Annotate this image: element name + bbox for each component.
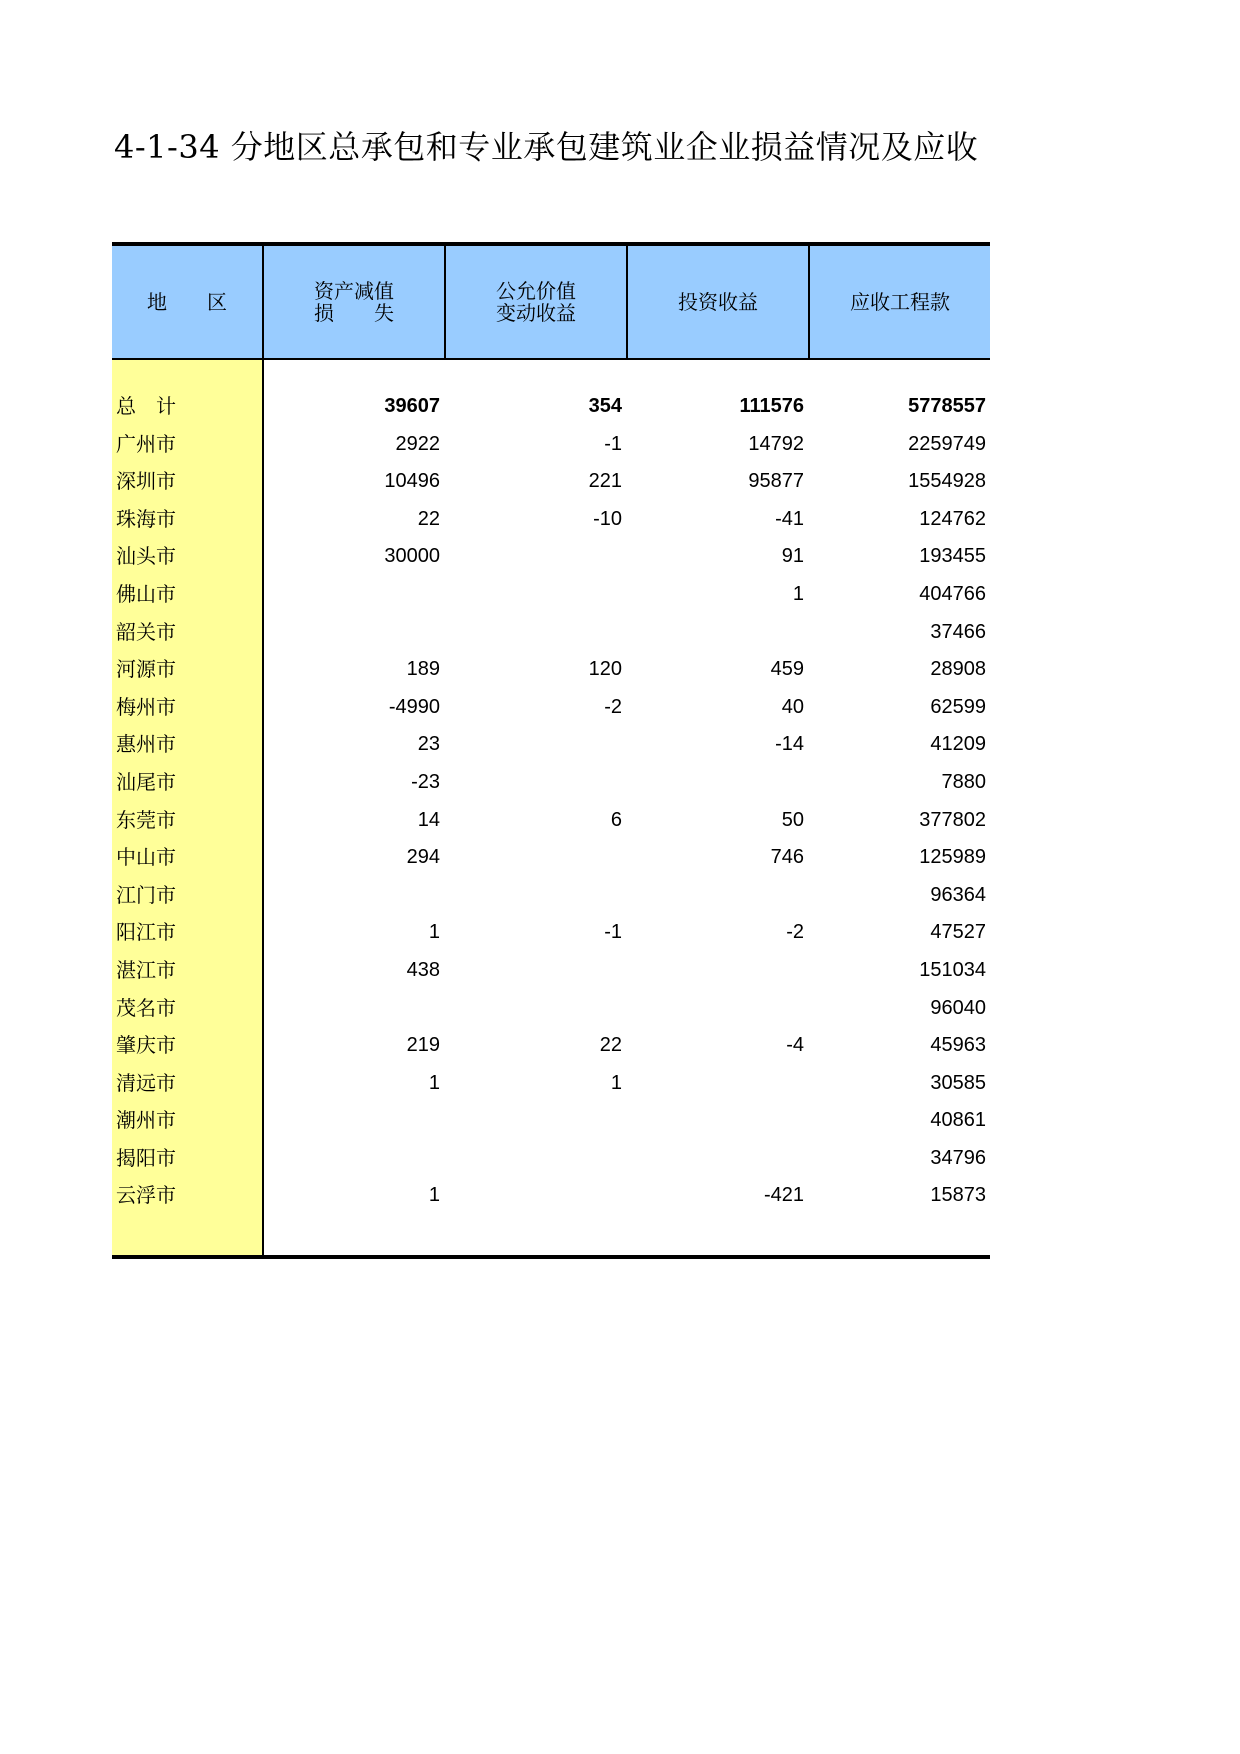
cell-region: 总 计: [116, 394, 176, 418]
cell-asset-impairment: [270, 877, 440, 915]
cell-receivables: 28908: [930, 658, 986, 681]
cell-asset-impairment: -23: [411, 770, 440, 793]
cell-fair-value: [452, 990, 622, 1028]
cell-investment-income: -41: [775, 507, 804, 530]
cell-fair-value: [452, 1177, 622, 1215]
header-asset-impairment-line1: 资产减值: [314, 279, 394, 303]
cell-investment-income: 459: [770, 658, 804, 681]
table-row: [112, 990, 990, 1028]
cell-region: 惠州市: [116, 732, 176, 757]
cell-region: 梅州市: [116, 694, 176, 719]
cell-investment-income: 40: [781, 695, 804, 718]
table-row: [112, 764, 990, 802]
cell-fair-value: 6: [610, 808, 622, 831]
cell-fair-value: -1: [604, 921, 622, 944]
cell-asset-impairment: 1: [428, 1184, 440, 1207]
table-row: [112, 802, 990, 840]
cell-receivables: 62599: [930, 695, 986, 718]
cell-region: 河源市: [116, 657, 176, 682]
table-row: [112, 576, 990, 614]
cell-fair-value: [452, 1102, 622, 1140]
cell-region: 深圳市: [116, 469, 176, 494]
cell-investment-income: 95877: [748, 470, 804, 493]
cell-asset-impairment: 39607: [384, 395, 440, 417]
cell-receivables: 96040: [930, 996, 986, 1019]
cell-region: 珠海市: [116, 506, 176, 531]
cell-investment-income: 50: [781, 808, 804, 831]
cell-asset-impairment: 23: [417, 733, 440, 756]
header-region: [112, 246, 262, 358]
cell-region: 阳江市: [116, 920, 176, 945]
cell-region: 茂名市: [116, 995, 176, 1020]
cell-investment-income: 1: [792, 582, 804, 605]
cell-receivables: 15873: [930, 1184, 986, 1207]
cell-fair-value: [452, 726, 622, 764]
cell-region: 汕尾市: [116, 769, 176, 794]
table-row: [112, 1102, 990, 1140]
cell-asset-impairment: 30000: [384, 545, 440, 568]
header-asset-impairment: [264, 246, 444, 358]
cell-region: 揭阳市: [116, 1145, 176, 1170]
cell-fair-value: [452, 764, 622, 802]
cell-asset-impairment: 10496: [384, 470, 440, 493]
cell-investment-income: [634, 1065, 804, 1103]
cell-asset-impairment: [270, 1102, 440, 1140]
cell-asset-impairment: [270, 990, 440, 1028]
cell-asset-impairment: 1: [428, 1071, 440, 1094]
page-title: 4-1-34 分地区总承包和专业承包建筑业企业损益情况及应收: [114, 128, 979, 166]
cell-asset-impairment: 14: [417, 808, 440, 831]
table-row: [112, 726, 990, 764]
cell-asset-impairment: 189: [406, 658, 440, 681]
header-region-label: 地 区: [147, 290, 227, 314]
cell-fair-value: [452, 538, 622, 576]
cell-investment-income: 14792: [748, 432, 804, 455]
header-fair-value: [446, 246, 626, 358]
cell-investment-income: [634, 877, 804, 915]
cell-investment-income: [634, 614, 804, 652]
cell-fair-value: [452, 839, 622, 877]
cell-fair-value: 1: [610, 1071, 622, 1094]
cell-region: 云浮市: [116, 1183, 176, 1208]
cell-region: 汕头市: [116, 544, 176, 569]
cell-fair-value: -2: [604, 695, 622, 718]
cell-receivables: 124762: [919, 507, 986, 530]
cell-investment-income: 746: [770, 846, 804, 869]
table-row: [112, 1065, 990, 1103]
cell-investment-income: [634, 952, 804, 990]
cell-asset-impairment: 2922: [395, 432, 440, 455]
cell-investment-income: [634, 764, 804, 802]
table-row: [112, 538, 990, 576]
cell-fair-value: 354: [588, 395, 622, 417]
cell-investment-income: [634, 990, 804, 1028]
cell-investment-income: -2: [786, 921, 804, 944]
table-row-total: [112, 388, 990, 426]
cell-region: 潮州市: [116, 1108, 176, 1133]
cell-fair-value: [452, 952, 622, 990]
table-row: [112, 614, 990, 652]
cell-receivables: 47527: [930, 921, 986, 944]
header-fair-value-line1: 公允价值: [496, 279, 576, 303]
cell-receivables: 40861: [930, 1109, 986, 1132]
cell-receivables: 30585: [930, 1071, 986, 1094]
cell-receivables: 7880: [941, 770, 986, 793]
table-row: [112, 689, 990, 727]
header-investment-income: [628, 246, 808, 358]
table-row: [112, 877, 990, 915]
table-row: [112, 952, 990, 990]
table-body: [112, 388, 990, 1215]
cell-fair-value: -1: [604, 432, 622, 455]
cell-asset-impairment: 438: [406, 958, 440, 981]
cell-asset-impairment: 219: [406, 1034, 440, 1057]
cell-investment-income: -4: [786, 1034, 804, 1057]
cell-region: 东莞市: [116, 807, 176, 832]
table-row: [112, 1140, 990, 1178]
cell-investment-income: 91: [781, 545, 804, 568]
cell-asset-impairment: 1: [428, 921, 440, 944]
cell-region: 清远市: [116, 1070, 176, 1095]
cell-fair-value: [452, 576, 622, 614]
table-row: [112, 914, 990, 952]
cell-receivables: 96364: [930, 883, 986, 906]
table-row: [112, 839, 990, 877]
header-investment-income-label: 投资收益: [678, 290, 758, 314]
table-row: [112, 426, 990, 464]
cell-region: 湛江市: [116, 957, 176, 982]
cell-receivables: 377802: [919, 808, 986, 831]
table-row: [112, 463, 990, 501]
header-fair-value-line2: 变动收益: [496, 301, 576, 325]
cell-receivables: 41209: [930, 733, 986, 756]
cell-region: 佛山市: [116, 581, 176, 606]
cell-fair-value: 221: [588, 470, 622, 493]
cell-investment-income: [634, 1140, 804, 1178]
table-row: [112, 1027, 990, 1065]
cell-investment-income: [634, 1102, 804, 1140]
cell-region: 广州市: [116, 431, 176, 456]
cell-receivables: 45963: [930, 1034, 986, 1057]
cell-receivables: 193455: [919, 545, 986, 568]
cell-receivables: 151034: [919, 958, 986, 981]
cell-receivables: 5778557: [908, 395, 986, 417]
cell-receivables: 37466: [930, 620, 986, 643]
cell-fair-value: [452, 1140, 622, 1178]
statistics-table: [112, 242, 990, 1260]
cell-asset-impairment: 22: [417, 507, 440, 530]
cell-fair-value: [452, 614, 622, 652]
cell-receivables: 1554928: [908, 470, 986, 493]
table-row: [112, 1177, 990, 1215]
cell-asset-impairment: [270, 1140, 440, 1178]
cell-investment-income: -14: [775, 733, 804, 756]
cell-asset-impairment: 294: [406, 846, 440, 869]
cell-fair-value: -10: [593, 507, 622, 530]
cell-fair-value: 22: [599, 1034, 622, 1057]
bottom-rule: [112, 1255, 990, 1259]
cell-investment-income: 111576: [739, 395, 804, 417]
cell-fair-value: 120: [588, 658, 622, 681]
cell-region: 韶关市: [116, 619, 176, 644]
cell-region: 江门市: [116, 882, 176, 907]
header-receivables: [810, 246, 990, 358]
cell-fair-value: [452, 877, 622, 915]
cell-receivables: 2259749: [908, 432, 986, 455]
header-asset-impairment-line2: 损 失: [314, 301, 394, 325]
cell-receivables: 34796: [930, 1146, 986, 1169]
header-receivables-label: 应收工程款: [850, 290, 950, 314]
cell-asset-impairment: [270, 576, 440, 614]
cell-receivables: 125989: [919, 846, 986, 869]
cell-region: 中山市: [116, 845, 176, 870]
cell-asset-impairment: [270, 614, 440, 652]
cell-investment-income: -421: [763, 1184, 804, 1207]
cell-asset-impairment: -4990: [388, 695, 440, 718]
table-row: [112, 501, 990, 539]
table-row: [112, 651, 990, 689]
cell-region: 肇庆市: [116, 1033, 176, 1058]
cell-receivables: 404766: [919, 582, 986, 605]
